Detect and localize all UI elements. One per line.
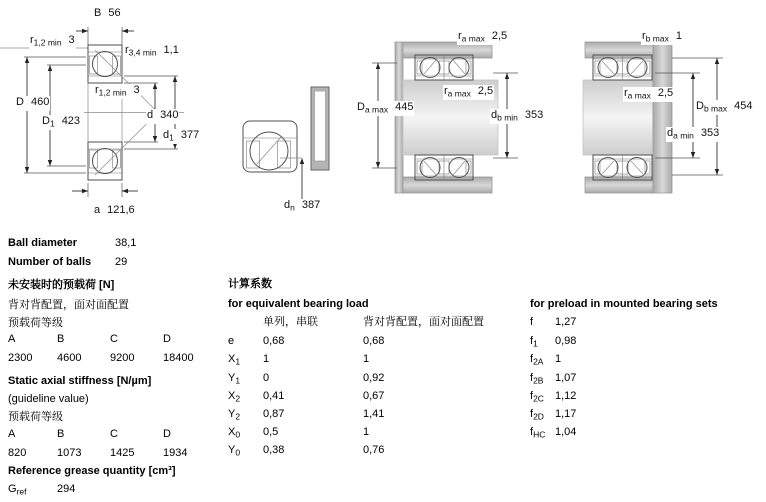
grease-value: 294 [57,483,76,495]
dim-label-r12-top: $r_{1,2 min}$ 3 [30,34,75,48]
preload-factor-label: $f_{HC}$ [530,426,546,440]
stiffness-header-a: A [8,428,16,440]
factor-row-label: $X_0$ [228,426,241,440]
preload-header-b: B [57,333,65,345]
factor-row-value: 0,5 [263,426,279,438]
stiffness-header-b: B [57,428,65,440]
dim-label-d1: $d_1$ 377 [163,129,200,143]
factor-row-value: 0,67 [363,390,385,402]
number-of-balls-label: Number of balls [8,256,92,268]
preload-value-c: 9200 [110,352,135,364]
preload-class-label: 预载荷等级 [8,317,63,329]
stiffness-header-c: C [110,428,118,440]
factor-row-label: $X_1$ [228,353,241,367]
preload-factors-title: for preload in mounted bearing sets [530,298,718,310]
preload-factor-value: 1,12 [555,390,577,402]
factors-title: 计算系数 [228,278,272,290]
stiffness-note: (guideline value) [8,393,89,405]
stiffness-value-a: 820 [8,447,27,459]
drawing-mounted-set-b [583,42,723,193]
preload-header-d: D [163,333,171,345]
stiffness-title: Static axial stiffness [N/µm] [8,375,152,387]
preload-factor-value: 1,04 [555,426,577,438]
factor-row-value: 1 [263,353,270,365]
factor-row-value: 0,87 [263,408,285,420]
ball-top [93,52,118,77]
dim-label-dn: $d_n$ 387 [284,199,321,213]
drawing-abutment [243,87,329,200]
preload-factor-label: $f_{2D}$ [530,408,544,422]
factor-row-label: e [228,335,235,347]
factors-col2-header: 背对背配置，面对面配置 [363,316,484,328]
factor-row-value: 0,76 [363,444,385,456]
dim-label-r34: $r_{3,4 min}$ 1,1 [125,44,179,58]
preload-factor-label: $f_{2B}$ [530,372,544,386]
factor-row-value: 0,68 [263,335,285,347]
dim-label-ra-top: $r_{a max}$ 2,5 [458,30,508,44]
grease-title: Reference grease quantity [cm³] [8,465,176,477]
factors-col1-header: 单列，串联 [263,316,318,328]
preload-factor-label: $f_{2A}$ [530,353,544,367]
dim-label-d: d 340 [146,109,179,124]
factor-row-value: 0,41 [263,390,285,402]
factor-row-label: $Y_0$ [228,444,241,458]
factor-row-value: 1 [363,426,370,438]
preload-factor-label: $f_1$ [530,335,538,349]
housing-bottom [403,177,492,193]
stiffness-value-b: 1073 [57,447,82,459]
dim-label-ra-mid-2: $r_{a max}$ 2,5 [624,87,674,101]
factor-row-value: 0,38 [263,444,285,456]
housing-bottom [585,177,653,193]
ball-diameter-label: Ball diameter [8,237,78,249]
factor-row-value: 1 [363,353,370,365]
preload-factor-value: 1,07 [555,372,577,384]
dim-label-Da: $D_{a max}$ 445 [357,101,414,115]
preload-factor-label: $f_{2C}$ [530,390,544,404]
dim-label-D: D 460 [15,96,50,111]
factor-row-value: 0,68 [363,335,385,347]
stiffness-value-d: 1934 [163,447,188,459]
equiv-load-title: for equivalent bearing load [228,298,369,310]
preload-title: 未安装时的预载荷 [N] [8,279,115,291]
factor-row-label: $X_2$ [228,390,241,404]
factor-row-value: 0,92 [363,372,385,384]
preload-factor-value: 1,17 [555,408,577,420]
factor-row-value: 0 [263,372,270,384]
dim-label-r12-mid: $r_{1,2 min}$ 3 [95,84,140,98]
preload-subtitle: 背对背配置，面对面配置 [8,299,129,311]
factor-row-label: $Y_2$ [228,408,241,422]
preload-factor-value: 1,27 [555,316,577,328]
dim-label-B: B 56 [93,7,122,22]
ball-bottom [93,149,118,174]
stiffness-header-d: D [163,428,171,440]
grease-label: $G_{ref}$ [8,483,27,497]
dim-label-rb-top: $r_{b max}$ 1 [642,30,682,44]
dim-label-Db: $D_{b max}$ 454 [696,100,753,114]
factor-row-label: $Y_1$ [228,372,241,386]
dim-label-da: $d_{a min}$ 353 [667,127,720,141]
preload-header-a: A [8,333,16,345]
preload-factor-label: f [530,316,534,328]
preload-factor-value: 1 [555,353,562,365]
stiffness-class-label: 预载荷等级 [8,411,63,423]
dim-label-db: $d_{b min}$ 353 [491,109,544,123]
ball-diameter-value: 38,1 [115,237,137,249]
dim-label-ra-mid: $r_{a max}$ 2,5 [444,85,494,99]
preload-header-c: C [110,333,118,345]
preload-value-b: 4600 [57,352,82,364]
dim-label-a: a 121,6 [93,204,136,219]
factor-row-value: 1,41 [363,408,385,420]
preload-value-d: 18400 [163,352,194,364]
preload-value-a: 2300 [8,352,33,364]
number-of-balls-value: 29 [115,256,128,268]
dim-label-D1: $D_1$ 423 [42,115,81,129]
stiffness-value-c: 1425 [110,447,135,459]
preload-factor-value: 0,98 [555,335,577,347]
